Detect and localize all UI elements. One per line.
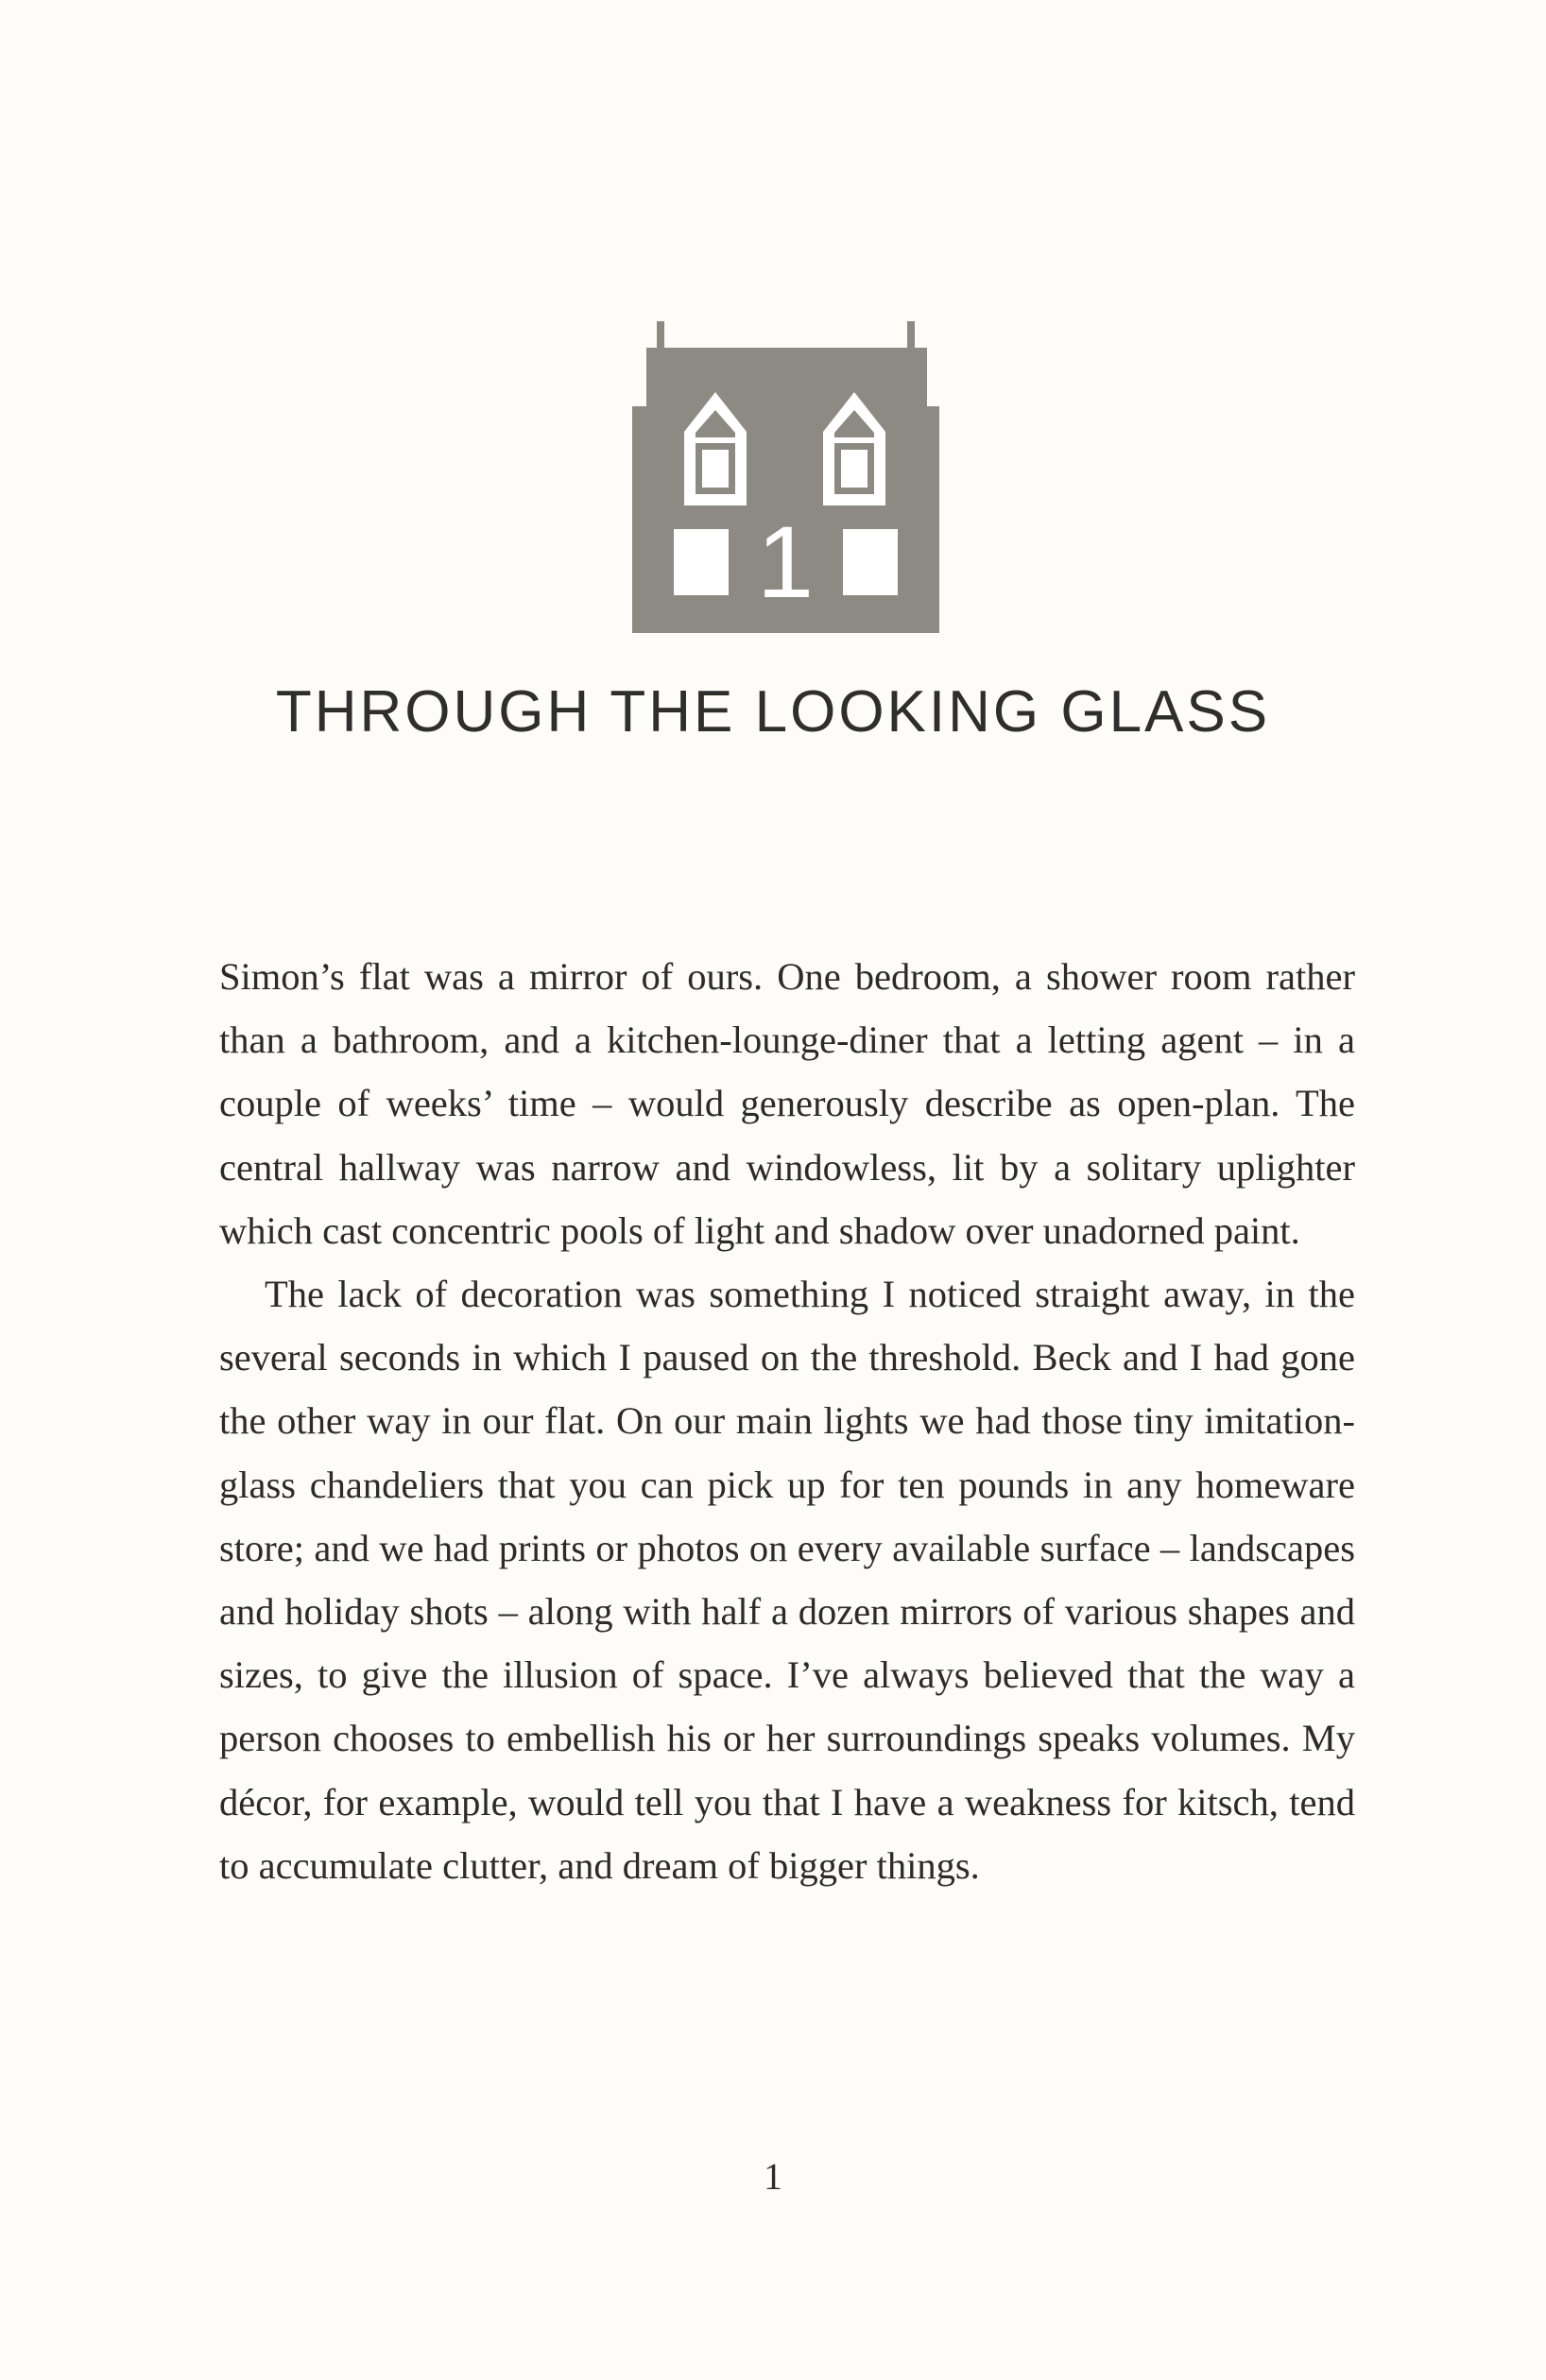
house-icon — [632, 321, 939, 633]
chapter-body — [219, 945, 1355, 1897]
paragraph: Simon’s flat was a mirror of ours. One bedroom, a shower room rather than a bathroom, and a kitchen-lounge-diner that a letting agent – in a couple of weeks’ time – would generously describe as open-plan. The central hallway was narrow and windowless, lit by a solitary uplighter which cast concentric pools of light and shadow over unadorned paint. — [219, 955, 1355, 1252]
chapter-number: 1 — [756, 505, 815, 619]
paragraph: The lack of decoration was something I noticed straight away, in the several seconds in which I paused on the threshold. Beck and I had gone the other way in our flat. On our main lights we had those tiny imitation-glass chandeliers that you can pick up for ten pounds in any homeware store; and we had prints or photos on every available surface – landscapes and holiday shots – along with half a dozen mirrors of various shapes and sizes, to give the illusion of space. I’ve always believed that the way a person chooses to embellish his or her surroundings speaks volumes. My décor, for example, would tell you that I have a weakness for kitsch, tend to accumulate clutter, and dream of bigger things. — [219, 1273, 1355, 1887]
chapter-title: THROUGH THE LOOKING GLASS — [275, 679, 1271, 745]
page-number: 1 — [764, 2155, 782, 2198]
